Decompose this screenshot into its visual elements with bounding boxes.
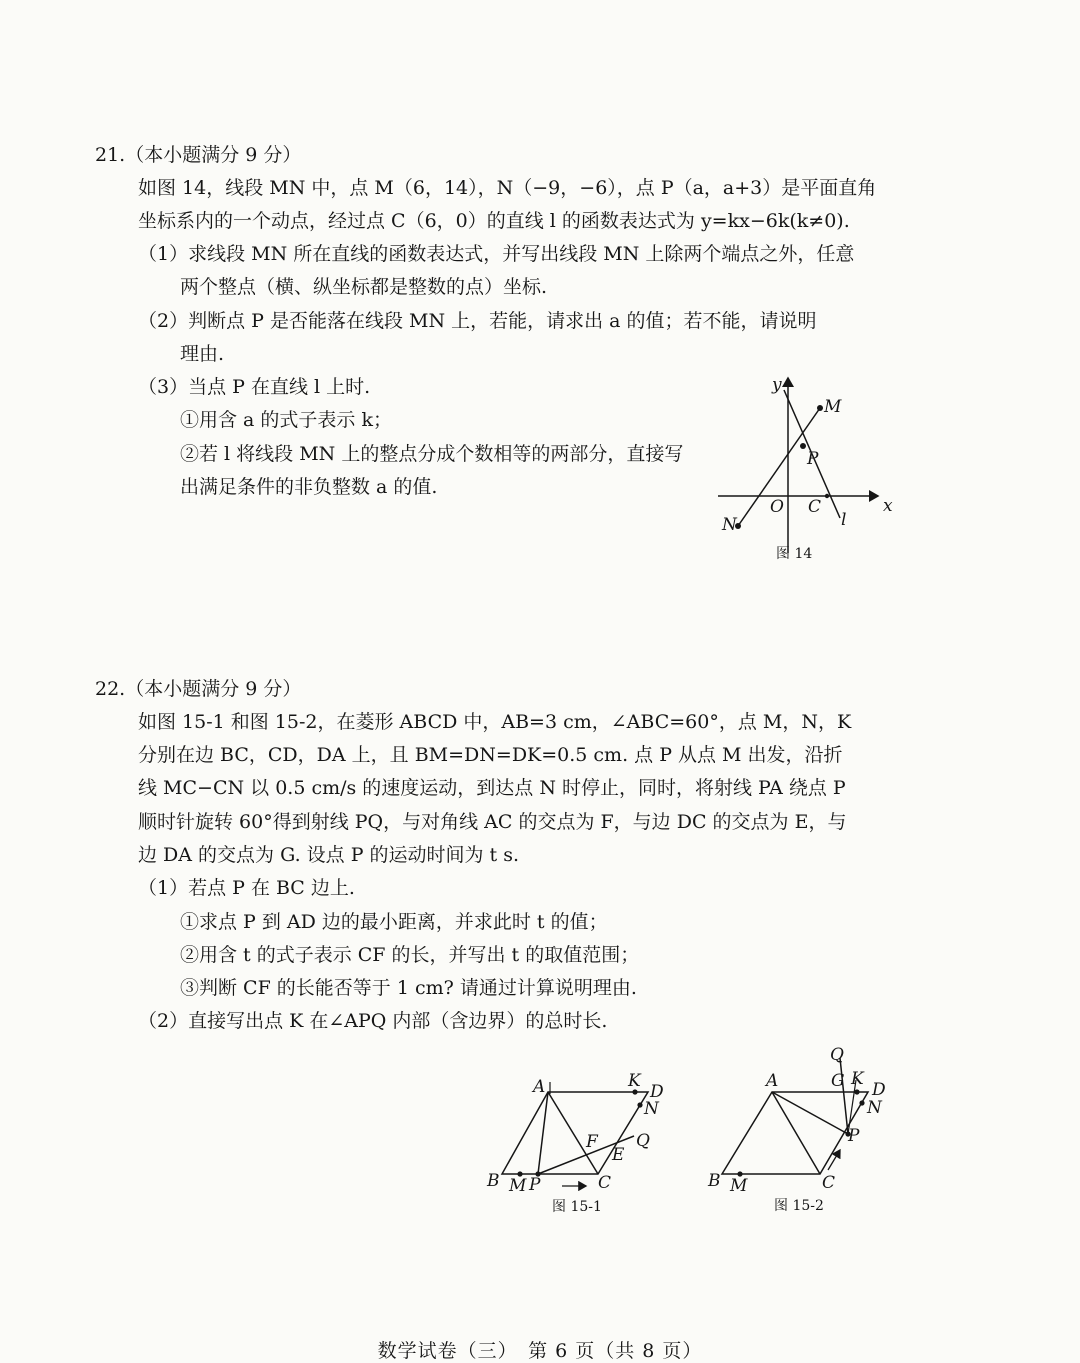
motion-arrow-2 [828,1150,840,1170]
label-a-fig2: A [766,1071,779,1091]
label-m-fig2: M [730,1176,748,1196]
label-n: N [722,515,737,535]
q21-part2: （2）判断点 P 是否能落在线段 MN 上，若能，请求出 a 的值；若不能，请说明 [138,310,817,332]
q21-part3: （3）当点 P 在直线 l 上时. [138,376,371,398]
label-e-fig1: E [612,1145,625,1165]
label-d-fig2: D [872,1080,886,1100]
caption-fig15-2: 图 15-2 [774,1198,824,1214]
q22-part1-item1: ①求点 P 到 AD 边的最小距离，并求此时 t 的值； [180,911,608,933]
label-n-fig2: N [867,1098,882,1118]
figure-15-2 [700,1040,900,1220]
point-p [800,443,806,449]
label-l: l [841,510,847,530]
figure-14 [700,368,900,568]
point-k-fig2 [854,1089,859,1094]
label-b-fig1: B [487,1171,500,1191]
q22-part1-item2: ②用含 t 的式子表示 CF 的长，并写出 t 的取值范围； [180,944,640,966]
q22-header: 22.（本小题满分 9 分） [95,678,302,700]
point-n-fig1 [637,1102,642,1107]
label-o: O [770,497,784,517]
ray-pq-2 [840,1058,848,1134]
figure-15-1 [480,1060,680,1220]
caption-fig15-1: 图 15-1 [552,1199,602,1215]
q22-line-3: 线 MC−CN 以 0.5 cm/s 的速度运动，到达点 N 时停止，同时，将射线 PA 绕点 P [138,777,846,799]
label-k-fig2: K [851,1069,864,1089]
label-b-fig2: B [708,1171,721,1191]
label-m-fig1: M [509,1176,527,1196]
q21-header: 21.（本小题满分 9 分） [95,144,302,166]
q22-part1: （1）若点 P 在 BC 边上. [138,877,355,899]
segment-pa [538,1092,548,1174]
q21-part2-cont: 理由. [180,343,225,365]
q21-part1-cont: 两个整点（横、纵坐标都是整数的点）坐标. [180,276,548,298]
label-d-fig1: D [650,1082,664,1102]
q22-line-4: 顺时针旋转 60°得到射线 PQ，与对角线 AC 的交点为 F，与边 DC 的交点为 E，与 [138,811,847,833]
point-n-fig2 [859,1100,864,1105]
label-m: M [824,397,842,417]
label-k-fig1: K [628,1071,641,1091]
caption-fig14: 图 14 [776,546,813,562]
diagonal-ac-2 [772,1092,820,1174]
label-g-fig2: G [831,1071,845,1091]
label-a-fig1: A [533,1077,546,1097]
label-y: y [772,375,782,395]
segment-pa-2 [772,1092,848,1134]
q22-part1-item3: ③判断 CF 的长能否等于 1 cm? 请通过计算说明理由. [180,977,637,999]
label-p-fig2: P [848,1126,860,1146]
label-q-fig1: Q [636,1131,650,1151]
q21-line-1: 如图 14，线段 MN 中，点 M（6，14），N（−9，−6），点 P（a，a+3）是平面直角 [138,177,877,199]
label-x: x [883,496,893,516]
rhombus-abcd [502,1092,648,1174]
q22-line-1: 如图 15-1 和图 15-2，在菱形 ABCD 中，AB=3 cm，∠ABC=60°，点 M，N，K [138,711,852,733]
label-c-fig1: C [598,1173,612,1193]
point-m [817,405,823,411]
q22-line-2: 分别在边 BC，CD，DA 上，且 BM=DN=DK=0.5 cm. 点 P 从点 M 出发，沿折 [138,744,843,766]
q22-part2: （2）直接写出点 K 在∠APQ 内部（含边界）的总时长. [138,1010,608,1032]
label-q-fig2: Q [830,1045,844,1065]
label-p: P [807,449,819,469]
q21-part3-item2: ②若 l 将线段 MN 上的整点分成个数相等的两部分，直接写 [180,443,684,465]
label-c: C [808,497,822,517]
label-f-fig1: F [586,1132,598,1152]
label-p-fig1: P [529,1175,541,1195]
q21-part3-item1: ①用含 a 的式子表示 k； [180,409,392,431]
label-c-fig2: C [822,1173,836,1193]
q21-line-2: 坐标系内的一个动点，经过点 C（6，0）的直线 l 的函数表达式为 y=kx−6k(k≠0). [138,210,850,232]
q21-part3-item2-cont: 出满足条件的非负整数 a 的值. [180,476,438,498]
q21-part1: （1）求线段 MN 所在直线的函数表达式，并写出线段 MN 上除两个端点之外，任意 [138,243,855,265]
q22-line-5: 边 DA 的交点为 G. 设点 P 的运动时间为 t s. [138,844,520,866]
page-footer: 数学试卷（三） 第 6 页（共 8 页） [377,1340,703,1362]
point-c [825,494,829,498]
label-n-fig1: N [644,1099,659,1119]
